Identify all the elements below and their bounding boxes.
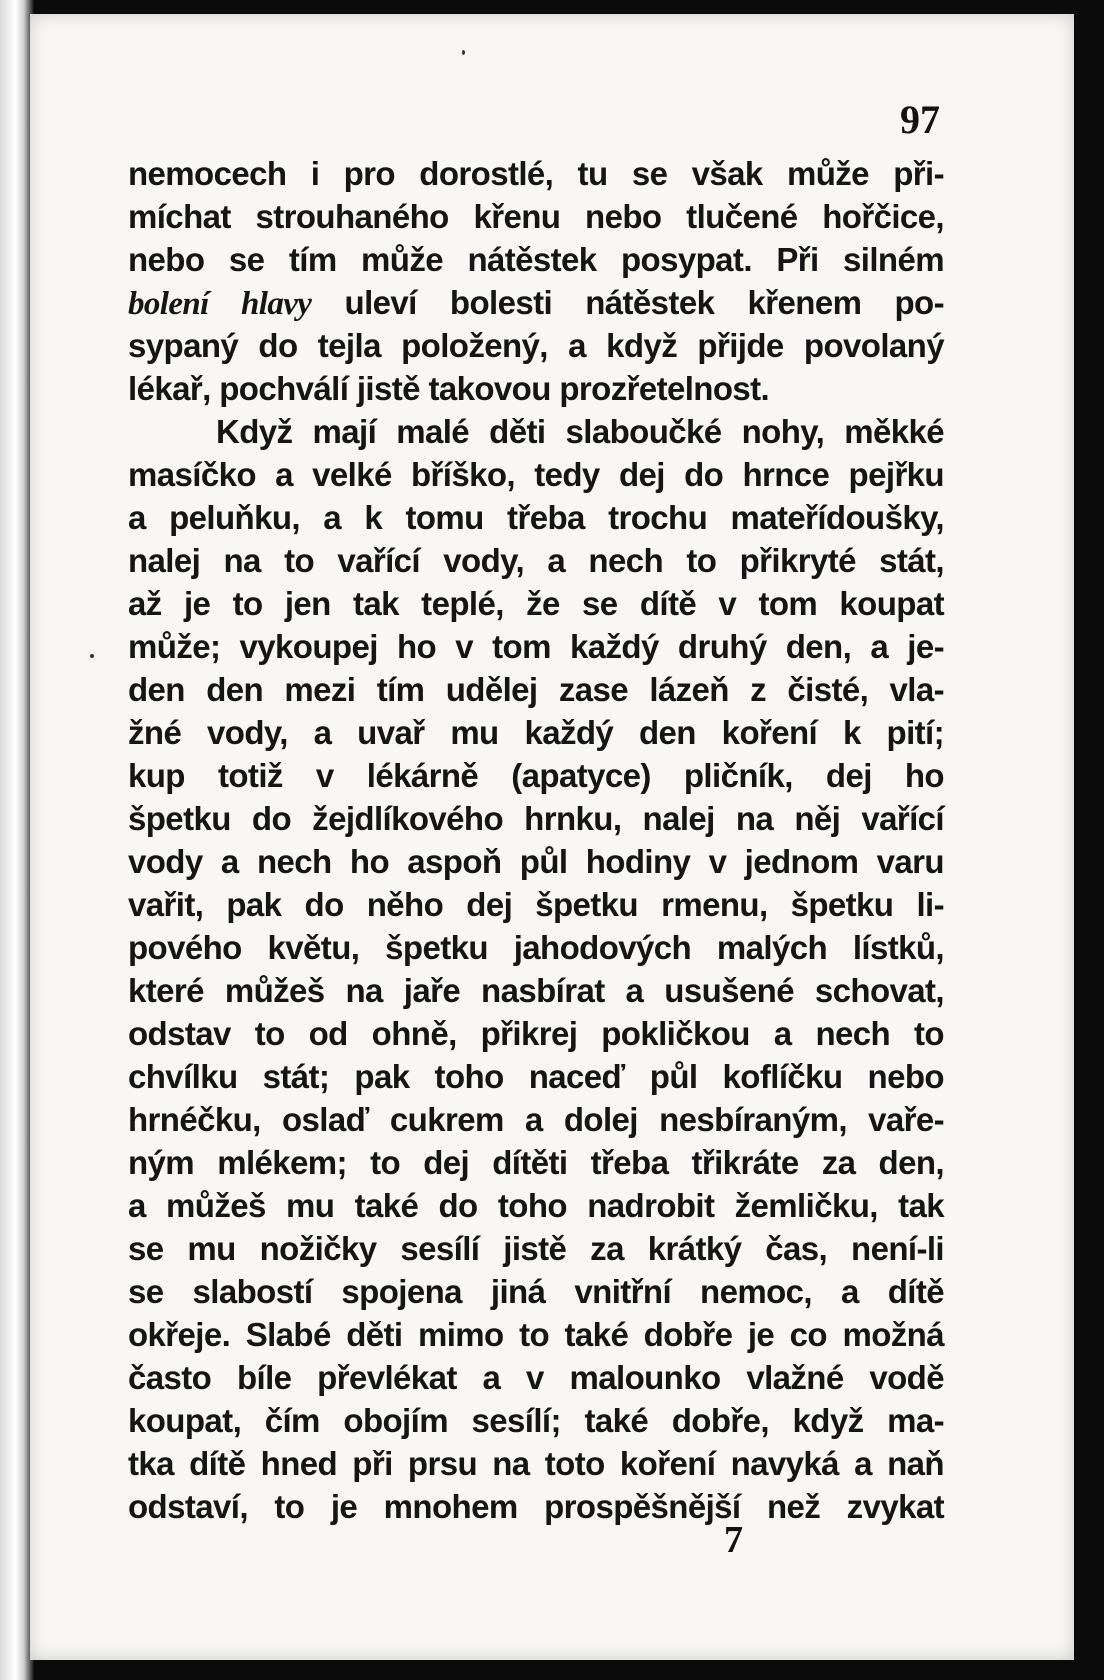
text-line: sypaný do tejla položený, a když přijde povolaný — [128, 327, 944, 364]
text-line: se mu nožičky sesílí jistě za krátký čas, není-li — [128, 1230, 944, 1267]
text-line: až je to jen tak teplé, že se dítě v tom koupat — [128, 585, 944, 622]
emphasized-term: bolení hlavy — [128, 286, 312, 322]
text-line: Když mají malé děti slaboučké nohy, měkké — [216, 413, 944, 450]
text-line — [128, 281, 944, 324]
text-line: den den mezi tím udělej zase lázeň z čisté, vla- — [128, 671, 944, 708]
text-line: může; vykoupej ho v tom každý druhý den, a je- — [128, 628, 944, 665]
text-line: nebo se tím může nátěstek posypat. Při silném — [128, 241, 944, 278]
text-line: nalej na to vařící vody, a nech to přikryté stát, — [128, 542, 944, 579]
text-run: uleví bolesti nátěstek křenem po- — [311, 284, 944, 321]
signature-mark: 7 — [724, 1519, 743, 1561]
text-line: nemocech i pro dorostlé, tu se však může při- — [128, 155, 944, 192]
text-line: vody a nech ho aspoň půl hodiny v jednom varu — [128, 843, 944, 880]
text-line: které můžeš na jaře nasbírat a usušené schovat, — [128, 972, 944, 1009]
text-line: a peluňku, a k tomu třeba trochu mateřídoušky, — [128, 499, 944, 536]
page-number: 97 — [900, 97, 940, 142]
text-line: se slabostí spojena jiná vnitřní nemoc, a dítě — [128, 1273, 944, 1310]
text-line: okřeje. Slabé děti mimo to také dobře je co možná — [128, 1316, 944, 1353]
text-line: odstaví, to je mnohem prospěšnější než zvykat — [128, 1488, 944, 1525]
text-line: a můžeš mu také do toho nadrobit žemličku, tak — [128, 1187, 944, 1224]
text-line: chvílku stát; pak toho naceď půl koflíčku nebo — [128, 1058, 944, 1095]
body-text — [128, 152, 944, 1528]
text-line: hrnéčku, oslaď cukrem a dolej nesbíraným, vaře- — [128, 1101, 944, 1138]
text-line: vařit, pak do něho dej špetku rmenu, špetku li- — [128, 886, 944, 923]
text-line: odstav to od ohně, přikrej pokličkou a nech to — [128, 1015, 944, 1052]
text-line: lékař, pochválí jistě takovou prozřetelnost. — [128, 370, 770, 407]
text-line: žné vody, a uvař mu každý den koření k pití; — [128, 714, 944, 751]
text-line: ným mlékem; to dej dítěti třeba třikráte za den, — [128, 1144, 944, 1181]
text-line: koupat, čím obojím sesílí; také dobře, když ma- — [128, 1402, 944, 1439]
text-line: tka dítě hned při prsu na toto koření navyká a naň — [128, 1445, 944, 1482]
dust-speck — [90, 654, 94, 658]
text-line: kup totiž v lékárně (apatyce) pličník, dej ho — [128, 757, 944, 794]
book-spine-edge — [0, 0, 34, 1680]
text-line: pového květu, špetku jahodových malých lístků, — [128, 929, 944, 966]
text-line: často bíle převlékat a v malounko vlažné vodě — [128, 1359, 944, 1396]
dust-speck — [462, 50, 465, 55]
text-line: míchat strouhaného křenu nebo tlučené hořčice, — [128, 198, 944, 235]
text-line: špetku do žejdlíkového hrnku, nalej na něj vařící — [128, 800, 944, 837]
text-line: masíčko a velké bříško, tedy dej do hrnce pejřku — [128, 456, 944, 493]
